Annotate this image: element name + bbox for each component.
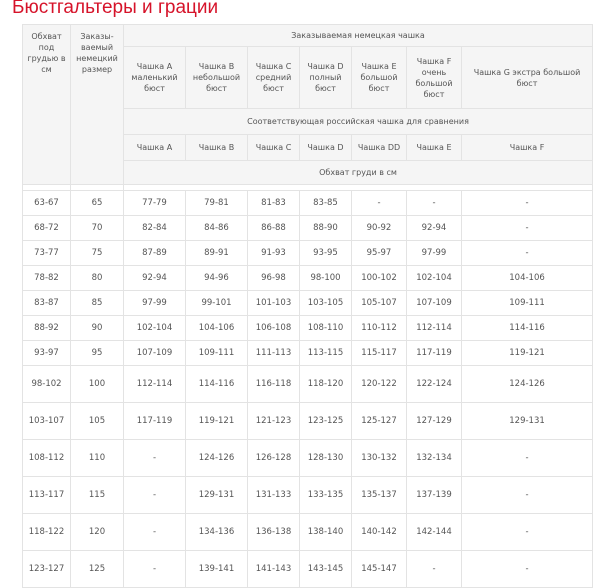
row-girth: 68-72 bbox=[23, 216, 71, 241]
row-size: 115 bbox=[71, 477, 124, 514]
russian-cup-3: Чашка C bbox=[248, 135, 300, 161]
bust-value-cell: 143-145 bbox=[300, 551, 352, 588]
bust-value-cell: 91-93 bbox=[248, 241, 300, 266]
bust-value-cell: 118-120 bbox=[300, 366, 352, 403]
bust-value-cell: 98-100 bbox=[300, 266, 352, 291]
bust-value-cell: 101-103 bbox=[248, 291, 300, 316]
bust-value-cell: 124-126 bbox=[186, 440, 248, 477]
size-table bbox=[22, 24, 593, 588]
row-size: 95 bbox=[71, 341, 124, 366]
bust-value-cell: 114-116 bbox=[462, 316, 593, 341]
bust-value-cell: 115-117 bbox=[352, 341, 407, 366]
bust-value-cell: 112-114 bbox=[407, 316, 462, 341]
bust-value-cell: 88-90 bbox=[300, 216, 352, 241]
row-size: 110 bbox=[71, 440, 124, 477]
bust-value-cell: - bbox=[462, 191, 593, 216]
row-girth: 123-127 bbox=[23, 551, 71, 588]
bust-value-cell: 77-79 bbox=[124, 191, 186, 216]
bust-value-cell: 130-132 bbox=[352, 440, 407, 477]
bust-value-cell: 93-95 bbox=[300, 241, 352, 266]
bust-value-cell: 137-139 bbox=[407, 477, 462, 514]
bust-value-cell: 140-142 bbox=[352, 514, 407, 551]
table-row bbox=[23, 191, 593, 216]
bust-value-cell: 102-104 bbox=[407, 266, 462, 291]
row-girth: 88-92 bbox=[23, 316, 71, 341]
row-size: 85 bbox=[71, 291, 124, 316]
bust-value-cell: 117-119 bbox=[407, 341, 462, 366]
german-cup-header: Заказываемая немецкая чашка bbox=[124, 25, 593, 47]
row-girth: 108-112 bbox=[23, 440, 71, 477]
bust-header: Обхват груди в см bbox=[124, 161, 593, 185]
bust-value-cell: 79-81 bbox=[186, 191, 248, 216]
table-row bbox=[23, 366, 593, 403]
bust-value-cell: 89-91 bbox=[186, 241, 248, 266]
bust-value-cell: 99-101 bbox=[186, 291, 248, 316]
bust-value-cell: 100-102 bbox=[352, 266, 407, 291]
row-size: 75 bbox=[71, 241, 124, 266]
bust-value-cell: 84-86 bbox=[186, 216, 248, 241]
bust-value-cell: 81-83 bbox=[248, 191, 300, 216]
bust-value-cell: 107-109 bbox=[124, 341, 186, 366]
row-size: 120 bbox=[71, 514, 124, 551]
bust-value-cell: 104-106 bbox=[186, 316, 248, 341]
bust-value-cell: 134-136 bbox=[186, 514, 248, 551]
col-girth-header: Обхват под грудью в см bbox=[23, 25, 71, 185]
bust-value-cell: 129-131 bbox=[186, 477, 248, 514]
bust-value-cell: 103-105 bbox=[300, 291, 352, 316]
bust-value-cell: 124-126 bbox=[462, 366, 593, 403]
russian-cup-1: Чашка A bbox=[124, 135, 186, 161]
bust-value-cell: 145-147 bbox=[352, 551, 407, 588]
row-girth: 103-107 bbox=[23, 403, 71, 440]
bust-value-cell: 97-99 bbox=[407, 241, 462, 266]
table-row bbox=[23, 440, 593, 477]
bust-value-cell: 138-140 bbox=[300, 514, 352, 551]
bust-value-cell: 97-99 bbox=[124, 291, 186, 316]
german-cup-4: Чашка D полный бюст bbox=[300, 47, 352, 109]
bust-value-cell: 87-89 bbox=[124, 241, 186, 266]
row-size: 65 bbox=[71, 191, 124, 216]
bust-value-cell: 141-143 bbox=[248, 551, 300, 588]
bust-value-cell: 96-98 bbox=[248, 266, 300, 291]
row-girth: 63-67 bbox=[23, 191, 71, 216]
page-title: Бюстгальтеры и грации bbox=[12, 0, 219, 18]
row-girth: 78-82 bbox=[23, 266, 71, 291]
bust-value-cell: 109-111 bbox=[462, 291, 593, 316]
bust-value-cell: 92-94 bbox=[124, 266, 186, 291]
row-size: 80 bbox=[71, 266, 124, 291]
bust-value-cell: - bbox=[124, 440, 186, 477]
bust-value-cell: 110-112 bbox=[352, 316, 407, 341]
bust-value-cell: 95-97 bbox=[352, 241, 407, 266]
bust-value-cell: 132-134 bbox=[407, 440, 462, 477]
bust-value-cell: - bbox=[407, 551, 462, 588]
bust-value-cell: 135-137 bbox=[352, 477, 407, 514]
bust-value-cell: 125-127 bbox=[352, 403, 407, 440]
row-girth: 98-102 bbox=[23, 366, 71, 403]
bust-value-cell: 117-119 bbox=[124, 403, 186, 440]
russian-cup-5: Чашка DD bbox=[352, 135, 407, 161]
bust-value-cell: 131-133 bbox=[248, 477, 300, 514]
bust-value-cell: 119-121 bbox=[462, 341, 593, 366]
bust-value-cell: 107-109 bbox=[407, 291, 462, 316]
bust-value-cell: 127-129 bbox=[407, 403, 462, 440]
table-row bbox=[23, 316, 593, 341]
row-girth: 73-77 bbox=[23, 241, 71, 266]
table-row bbox=[23, 291, 593, 316]
bust-value-cell: - bbox=[462, 216, 593, 241]
bust-value-cell: - bbox=[462, 551, 593, 588]
table-row bbox=[23, 216, 593, 241]
bust-value-cell: 111-113 bbox=[248, 341, 300, 366]
bust-value-cell: 116-118 bbox=[248, 366, 300, 403]
row-girth: 93-97 bbox=[23, 341, 71, 366]
row-size: 70 bbox=[71, 216, 124, 241]
russian-cup-4: Чашка D bbox=[300, 135, 352, 161]
table-row bbox=[23, 241, 593, 266]
bust-value-cell: - bbox=[462, 440, 593, 477]
bust-value-cell: - bbox=[124, 477, 186, 514]
german-cup-6: Чашка F очень большой бюст bbox=[407, 47, 462, 109]
row-girth: 83-87 bbox=[23, 291, 71, 316]
bust-value-cell: 102-104 bbox=[124, 316, 186, 341]
bust-value-cell: - bbox=[462, 514, 593, 551]
bust-value-cell: 136-138 bbox=[248, 514, 300, 551]
bust-value-cell: 121-123 bbox=[248, 403, 300, 440]
german-cup-3: Чашка C средний бюст bbox=[248, 47, 300, 109]
bust-value-cell: - bbox=[124, 551, 186, 588]
table-row bbox=[23, 477, 593, 514]
bust-value-cell: 120-122 bbox=[352, 366, 407, 403]
bust-value-cell: 105-107 bbox=[352, 291, 407, 316]
bust-value-cell: 139-141 bbox=[186, 551, 248, 588]
bust-value-cell: 82-84 bbox=[124, 216, 186, 241]
german-cup-1: Чашка A маленький бюст bbox=[124, 47, 186, 109]
table-row bbox=[23, 514, 593, 551]
bust-value-cell: 129-131 bbox=[462, 403, 593, 440]
col-size-header: Заказы-ваемый немецкий размер bbox=[71, 25, 124, 185]
german-cup-7: Чашка G экстра большой бюст bbox=[462, 47, 593, 109]
bust-value-cell: 92-94 bbox=[407, 216, 462, 241]
bust-value-cell: 126-128 bbox=[248, 440, 300, 477]
row-size: 125 bbox=[71, 551, 124, 588]
bust-value-cell: 142-144 bbox=[407, 514, 462, 551]
russian-cup-header: Соответствующая российская чашка для сравнения bbox=[124, 109, 593, 135]
bust-value-cell: 128-130 bbox=[300, 440, 352, 477]
bust-value-cell: 104-106 bbox=[462, 266, 593, 291]
table-row bbox=[23, 403, 593, 440]
bust-value-cell: - bbox=[124, 514, 186, 551]
row-girth: 118-122 bbox=[23, 514, 71, 551]
bust-value-cell: 83-85 bbox=[300, 191, 352, 216]
russian-cup-7: Чашка F bbox=[462, 135, 593, 161]
german-cup-2: Чашка B небольшой бюст bbox=[186, 47, 248, 109]
bust-value-cell: 90-92 bbox=[352, 216, 407, 241]
bust-value-cell: - bbox=[352, 191, 407, 216]
bust-value-cell: 112-114 bbox=[124, 366, 186, 403]
row-size: 105 bbox=[71, 403, 124, 440]
table-row bbox=[23, 341, 593, 366]
bust-value-cell: 119-121 bbox=[186, 403, 248, 440]
german-cup-5: Чашка E большой бюст bbox=[352, 47, 407, 109]
row-girth: 113-117 bbox=[23, 477, 71, 514]
bust-value-cell: 106-108 bbox=[248, 316, 300, 341]
table-row bbox=[23, 266, 593, 291]
bust-value-cell: 108-110 bbox=[300, 316, 352, 341]
bust-value-cell: 122-124 bbox=[407, 366, 462, 403]
bust-value-cell: 109-111 bbox=[186, 341, 248, 366]
bust-value-cell: - bbox=[462, 477, 593, 514]
russian-cup-6: Чашка E bbox=[407, 135, 462, 161]
bust-value-cell: 94-96 bbox=[186, 266, 248, 291]
bust-value-cell: 113-115 bbox=[300, 341, 352, 366]
table-row bbox=[23, 551, 593, 588]
bust-value-cell: - bbox=[462, 241, 593, 266]
bust-value-cell: 133-135 bbox=[300, 477, 352, 514]
russian-cup-2: Чашка B bbox=[186, 135, 248, 161]
bust-value-cell: 86-88 bbox=[248, 216, 300, 241]
bust-value-cell: 123-125 bbox=[300, 403, 352, 440]
size-table-viewport[interactable] bbox=[22, 24, 581, 578]
row-size: 100 bbox=[71, 366, 124, 403]
bust-value-cell: 114-116 bbox=[186, 366, 248, 403]
row-size: 90 bbox=[71, 316, 124, 341]
bust-value-cell: - bbox=[407, 191, 462, 216]
